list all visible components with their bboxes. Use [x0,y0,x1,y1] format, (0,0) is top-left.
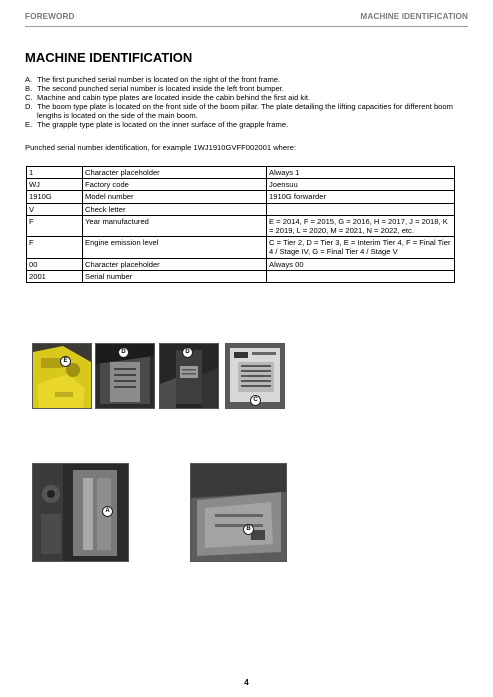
serial-number-table [26,166,455,283]
serial-intro-text: Punched serial number identification, for example 1WJ1910GVFF002001 where: [25,143,296,152]
front-frame-photo [32,463,129,562]
header-chapter-label: MACHINE IDENTIFICATION [360,12,468,21]
list-item [25,121,470,130]
table-row [27,179,455,191]
value-cell [267,270,455,282]
value-cell: Always 1 [267,167,455,179]
code-cell: 1910G [27,191,83,203]
callout-label: C [250,395,261,406]
list-item-letter: E. [25,119,33,129]
table-row [27,215,455,236]
grapple-photo [32,343,92,409]
table-row [27,191,455,203]
code-cell: WJ [27,179,83,191]
value-cell: Always 00 [267,258,455,270]
code-cell: V [27,203,83,215]
meaning-cell: Model number [83,191,267,203]
meaning-cell: Character placeholder [83,258,267,270]
table-row [27,167,455,179]
list-item-text: The grapple type plate is located on the inner surface of the grapple frame. [37,119,289,129]
value-cell: E = 2014, F = 2015, G = 2016, H = 2017, J = 2018, K = 2019, L = 2020, M = 2021, N = 2022, etc. [267,215,455,236]
table-row [27,270,455,282]
table-row [27,258,455,270]
code-cell: 2001 [27,270,83,282]
callout-label: E [60,356,71,367]
page-header [25,10,468,27]
code-cell: F [27,215,83,236]
front-bumper-photo [190,463,287,562]
boom-pillar-photo [159,343,219,409]
table-row [27,237,455,258]
page-title: MACHINE IDENTIFICATION [25,50,193,65]
meaning-cell: Serial number [83,270,267,282]
list-item [25,103,470,121]
type-plate-photo [225,343,285,409]
meaning-cell: Year manufactured [83,215,267,236]
list-item-letter: A. [25,75,33,84]
code-cell: 1 [27,167,83,179]
value-cell [267,203,455,215]
list-item-text: The boom type plate is located on the front side of the boom pillar. The plate detailing the lifting capacities for different boom lengths is located on the side of the main boom. [37,101,453,120]
callout-label: A [102,506,113,517]
list-item-text: The first punched serial number is located on the right of the front frame. [37,75,281,84]
list-item-letter: C. [25,92,33,102]
callout-label: D [182,347,193,358]
list-item-letter: D. [25,101,33,111]
list-item-text: Machine and cabin type plates are located inside the cabin behind the first aid kit. [37,92,311,102]
table-row [27,203,455,215]
meaning-cell: Engine emission level [83,237,267,258]
value-cell: 1910G forwarder [267,191,455,203]
list-item-letter: B. [25,83,33,93]
boom-plate-photo [95,343,155,409]
header-section-label: FOREWORD [25,12,75,21]
value-cell: C = Tier 2, D = Tier 3, E = Interim Tier 4, F = Final Tier 4 / Stage IV, G = Final Tier 4 / Stage V [267,237,455,258]
location-list [25,76,470,129]
meaning-cell: Character placeholder [83,167,267,179]
meaning-cell: Factory code [83,179,267,191]
callout-label: B [243,524,254,535]
code-cell: F [27,237,83,258]
code-cell: 00 [27,258,83,270]
value-cell: Joensuu [267,179,455,191]
callout-label: D [118,347,129,358]
meaning-cell: Check letter [83,203,267,215]
list-item-text: The second punched serial number is located inside the left front bumper. [37,83,284,93]
page-number: 4 [244,678,249,687]
